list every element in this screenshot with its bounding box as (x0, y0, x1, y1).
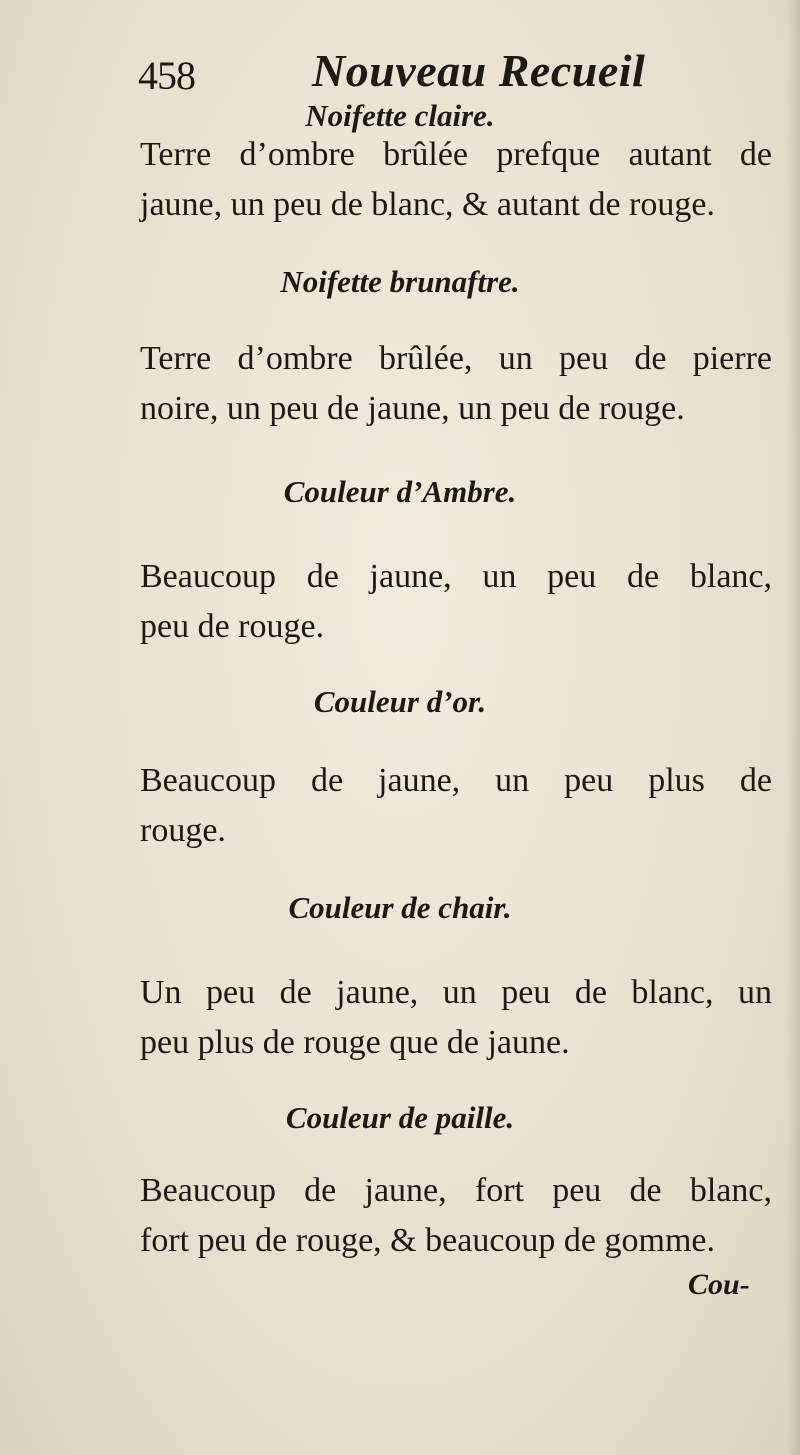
entry-heading: Couleur de chair. (288, 890, 512, 925)
running-title: Nouveau Recueil (312, 45, 646, 96)
entry-line: Beaucoup de jaune, fort peu de blanc, (140, 1172, 772, 1209)
running-head (0, 42, 800, 102)
catchword: Cou- (688, 1268, 750, 1301)
entry-body (140, 552, 772, 652)
entry-line: jaune, un peu de blanc, & autant de rouge. (140, 186, 715, 223)
entry-heading: Couleur de paille. (285, 1100, 515, 1135)
entry-heading: Noifette claire. (305, 98, 495, 133)
entry-line: Un peu de jaune, un peu de blanc, un (140, 974, 772, 1011)
entry-body (140, 334, 772, 434)
entry-line: peu de rouge. (140, 608, 325, 645)
entry-heading: Couleur d’or. (313, 684, 487, 719)
entry-heading: Couleur d’Ambre. (283, 474, 517, 509)
entry-heading: Noifette brunaftre. (280, 264, 520, 299)
entry-line: Terre d’ombre brûlée, un peu de pierre (140, 340, 772, 377)
entry-line: peu plus de rouge que de jaune. (140, 1024, 570, 1061)
entry-line: Terre d’ombre brûlée prefque autant de (140, 136, 772, 173)
entry-line: Beaucoup de jaune, un peu de blanc, (140, 558, 772, 595)
entry-body (140, 756, 772, 856)
entry-body (140, 1166, 772, 1266)
entry-line: Beaucoup de jaune, un peu plus de (140, 762, 772, 799)
entry-body (140, 130, 772, 230)
entry-line: fort peu de rouge, & beaucoup de gomme. (140, 1222, 715, 1259)
entry-line: rouge. (140, 812, 226, 849)
entry-body (140, 968, 772, 1068)
page-number: 458 (138, 53, 195, 98)
page-edge-shadow (786, 0, 800, 1455)
entry-line: noire, un peu de jaune, un peu de rouge. (140, 390, 685, 427)
